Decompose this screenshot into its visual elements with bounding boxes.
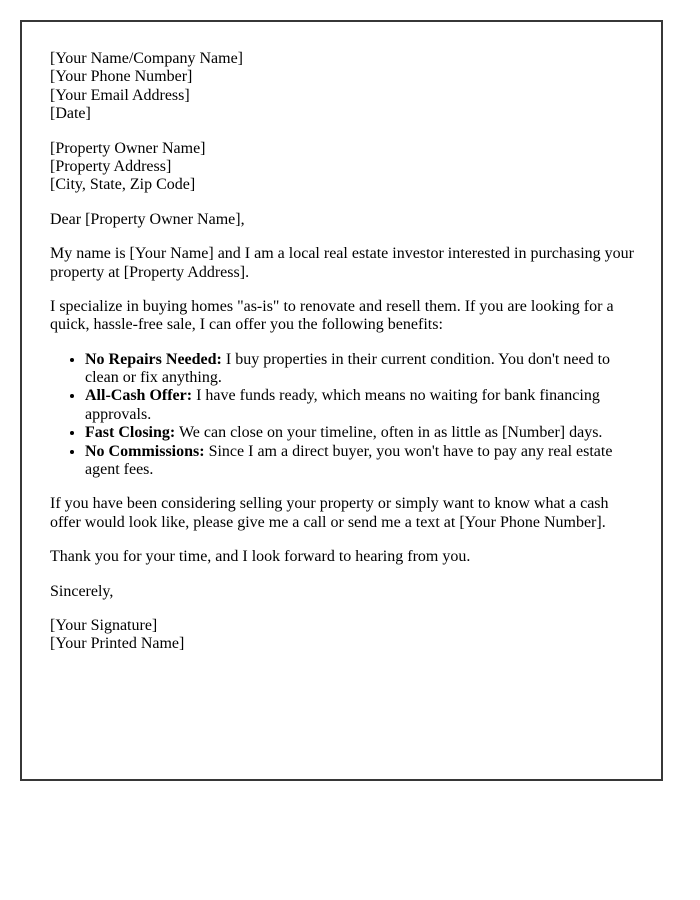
letter-page <box>20 20 663 781</box>
signature-block <box>50 617 638 654</box>
sender-line: [Your Phone Number] <box>50 68 193 86</box>
recipient-line: [Property Owner Name] <box>50 139 206 157</box>
benefit-item <box>85 443 638 480</box>
paragraph-thanks: Thank you for your time, and I look forward to hearing from you. <box>50 548 471 566</box>
sender-line: [Date] <box>50 105 91 123</box>
recipient-block <box>50 140 638 195</box>
paragraph-cta: If you have been considering selling your property or simply want to know what a cash offer would look like, please give me a call or send me a text at [Your Phone Number]. <box>50 495 609 531</box>
benefit-item <box>85 387 638 424</box>
benefit-label: No Commissions: <box>85 442 205 460</box>
paragraph-specialize: I specialize in buying homes "as-is" to renovate and resell them. If you are looking for a quick, hassle-free sale, I can offer you the following benefits: <box>50 297 614 334</box>
benefit-text: I buy properties in their current condition. You don't need to clean or fix anything. <box>85 350 611 387</box>
recipient-line: [City, State, Zip Code] <box>50 176 196 194</box>
benefit-label: Fast Closing: <box>85 424 176 442</box>
benefits-list <box>50 351 638 480</box>
sender-block <box>50 50 638 124</box>
benefit-text: I have funds ready, which means no waiting for bank financing approvals. <box>85 387 600 423</box>
signature-line: [Your Signature] <box>50 616 158 634</box>
benefit-label: All-Cash Offer: <box>85 387 193 405</box>
benefit-item <box>85 351 638 388</box>
benefit-item <box>85 424 638 442</box>
salutation: Dear [Property Owner Name], <box>50 210 245 228</box>
sender-line: [Your Email Address] <box>50 86 190 104</box>
recipient-line: [Property Address] <box>50 157 172 175</box>
benefit-label: No Repairs Needed: <box>85 350 222 368</box>
sender-line: [Your Name/Company Name] <box>50 50 244 67</box>
signature-line: [Your Printed Name] <box>50 635 185 653</box>
benefit-text: We can close on your timeline, often in as little as [Number] days. <box>175 424 603 442</box>
closing: Sincerely, <box>50 582 114 600</box>
benefit-text: Since I am a direct buyer, you won't have to pay any real estate agent fees. <box>85 442 613 479</box>
paragraph-intro: My name is [Your Name] and I am a local real estate investor interested in purchasing your property at [Property Address]. <box>50 245 634 281</box>
